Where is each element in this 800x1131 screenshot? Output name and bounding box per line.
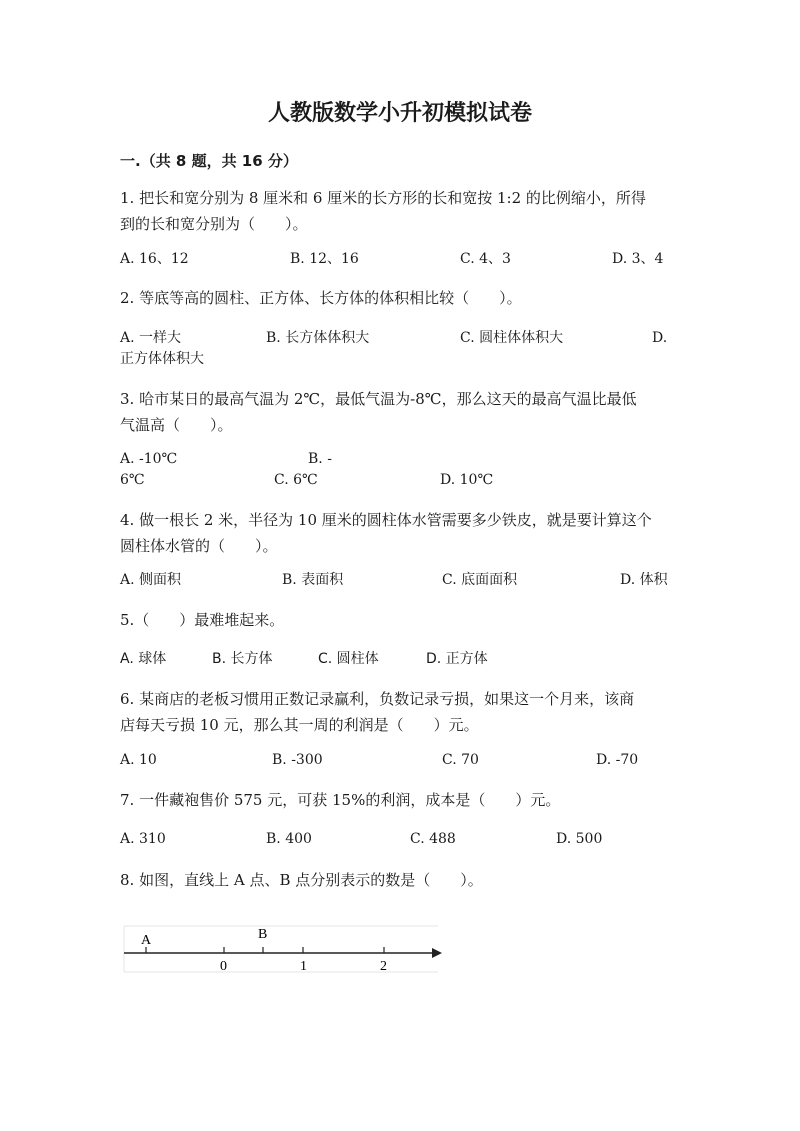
question-3-line2: 气温高（ ）。 bbox=[120, 416, 233, 434]
page-title: 人教版数学小升初模拟试卷 bbox=[267, 101, 532, 126]
q5-option-a[interactable]: A. 球体 bbox=[120, 651, 167, 667]
q2-option-d-text[interactable]: 正方体体积大 bbox=[120, 351, 204, 367]
q2-option-a[interactable]: A. 一样大 bbox=[120, 330, 182, 346]
q3-option-a[interactable]: A. -10℃ bbox=[120, 451, 178, 467]
question-6 bbox=[120, 686, 680, 738]
q5-option-c[interactable]: C. 圆柱体 bbox=[318, 651, 379, 667]
q4-option-d[interactable]: D. 体积 bbox=[620, 572, 668, 588]
q2-option-b[interactable]: B. 长方体体积大 bbox=[266, 330, 370, 346]
question-6-line1: 6. 某商店的老板习惯用正数记录赢利，负数记录亏损，如果这一个月来，该商 bbox=[120, 690, 635, 708]
q2-option-d[interactable]: D. bbox=[652, 330, 668, 346]
question-7-line1: 7. 一件藏袍售价 575 元，可获 15%的利润，成本是（ ）元。 bbox=[120, 791, 561, 809]
question-3-line1: 3. 哈市某日的最高气温为 2℃，最低气温为-8℃，那么这天的最高气温比最低 bbox=[120, 390, 637, 408]
point-a-label: A bbox=[141, 933, 152, 948]
q7-option-c[interactable]: C. 488 bbox=[410, 831, 456, 847]
q7-option-d[interactable]: D. 500 bbox=[556, 831, 603, 847]
question-4-line2: 圆柱体水管的（ ）。 bbox=[120, 537, 278, 555]
q4-option-b[interactable]: B. 表面积 bbox=[282, 572, 344, 588]
question-6-line2: 店每天亏损 10 元，那么其一周的利润是（ ）元。 bbox=[120, 716, 479, 734]
q4-option-a[interactable]: A. 侧面积 bbox=[120, 572, 182, 588]
question-1-line1: 1. 把长和宽分别为 8 厘米和 6 厘米的长方形的长和宽按 1:2 的比例缩小，所得 bbox=[120, 189, 646, 207]
tick-label-1: 1 bbox=[300, 959, 307, 974]
q1-option-c[interactable]: C. 4、3 bbox=[460, 251, 511, 267]
question-1 bbox=[120, 185, 680, 237]
q3-option-b-value[interactable]: 6℃ bbox=[120, 472, 145, 488]
q1-option-d[interactable]: D. 3、4 bbox=[612, 251, 664, 267]
q5-option-b[interactable]: B. 长方体 bbox=[212, 651, 273, 667]
q6-option-c[interactable]: C. 70 bbox=[442, 752, 479, 768]
q6-option-a[interactable]: A. 10 bbox=[120, 752, 157, 768]
question-7 bbox=[120, 787, 680, 813]
question-1-line2: 到的长和宽分别为（ ）。 bbox=[120, 215, 308, 233]
q6-option-d[interactable]: D. -70 bbox=[596, 752, 639, 768]
q4-option-c[interactable]: C. 底面面积 bbox=[442, 572, 518, 588]
q1-option-a[interactable]: A. 16、12 bbox=[120, 251, 189, 267]
q5-option-d[interactable]: D. 正方体 bbox=[426, 651, 488, 667]
question-3 bbox=[120, 386, 680, 438]
q3-option-b[interactable]: B. - bbox=[308, 451, 332, 467]
q7-option-b[interactable]: B. 400 bbox=[266, 831, 312, 847]
q3-option-d[interactable]: D. 10℃ bbox=[440, 472, 494, 488]
question-5-line1: 5.（ ）最难堆起来。 bbox=[120, 611, 285, 629]
point-b-label: B bbox=[258, 927, 268, 942]
q3-option-c[interactable]: C. 6℃ bbox=[274, 472, 318, 488]
q1-option-b[interactable]: B. 12、16 bbox=[290, 251, 359, 267]
question-2 bbox=[120, 285, 680, 311]
tick-label-0: 0 bbox=[220, 959, 227, 974]
question-4-line1: 4. 做一根长 2 米，半径为 10 厘米的圆柱体水管需要多少铁皮，就是要计算这个 bbox=[120, 511, 652, 529]
question-8-line1: 8. 如图，直线上 A 点、B 点分别表示的数是（ ）。 bbox=[120, 871, 483, 889]
q2-option-c[interactable]: C. 圆柱体体积大 bbox=[460, 330, 564, 346]
question-5 bbox=[120, 607, 680, 633]
question-4 bbox=[120, 507, 680, 559]
q6-option-b[interactable]: B. -300 bbox=[272, 752, 323, 768]
question-8 bbox=[120, 867, 680, 893]
tick-label-2: 2 bbox=[380, 959, 387, 974]
arrow-head-icon bbox=[432, 948, 442, 958]
question-2-line1: 2. 等底等高的圆柱、正方体、长方体的体积相比较（ ）。 bbox=[120, 289, 522, 307]
section-heading: 一.（共 8 题，共 16 分） bbox=[120, 152, 298, 170]
q7-option-a[interactable]: A. 310 bbox=[120, 831, 166, 847]
number-line-figure bbox=[120, 920, 450, 980]
